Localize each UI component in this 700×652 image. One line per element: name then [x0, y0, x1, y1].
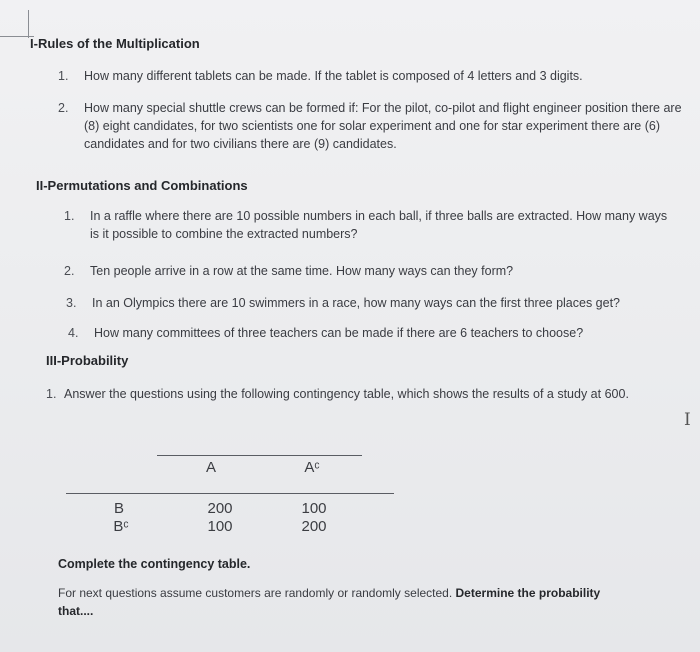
item-number: 2. — [64, 264, 75, 278]
column-header-a-complement: Aᶜ — [304, 459, 320, 476]
item-number: 1. — [46, 387, 57, 401]
cell-bc-ac: 200 — [301, 518, 327, 535]
complete-table-instruction: Complete the contingency table. — [58, 557, 251, 571]
item-text: How many committees of three teachers can be made if there are 6 teachers to choose? — [94, 326, 584, 340]
next-questions-bold: Determine the probability — [455, 586, 601, 600]
list-item — [64, 207, 684, 243]
list-item — [68, 324, 688, 342]
item-number: 1. — [58, 69, 69, 83]
item-number: 4. — [68, 326, 79, 340]
cell-bc-a: 100 — [207, 518, 233, 535]
list-item — [46, 385, 666, 403]
list-item — [64, 262, 684, 280]
list-item — [58, 99, 688, 153]
item-text: In an Olympics there are 10 swimmers in a race, how many ways can the first three places get? — [92, 296, 621, 310]
cell-b-ac: 100 — [301, 500, 327, 517]
item-number: 1. — [64, 209, 75, 223]
corner-mark-vertical — [28, 10, 29, 38]
table-top-rule — [157, 455, 362, 456]
item-text: Ten people arrive in a row at the same time. How many ways can they form? — [90, 264, 514, 278]
table-header-rule — [66, 493, 394, 494]
item-number: 2. — [58, 101, 69, 115]
row-header-b: B — [113, 500, 124, 517]
item-number: 3. — [66, 296, 77, 310]
item-text: In a raffle where there are 10 possible numbers in each ball, if three balls are extracted. How many ways is it possible to combine the extracted numbers? — [90, 209, 668, 241]
section-title-probability: III-Probability — [46, 353, 129, 368]
item-text: How many different tablets can be made. If the tablet is composed of 4 letters and 3 digits. — [84, 69, 583, 83]
text-cursor-icon: I — [684, 410, 691, 430]
section-title-multiplication: I-Rules of the Multiplication — [30, 36, 200, 51]
row-header-b-complement: Bᶜ — [113, 518, 129, 535]
next-questions-end: that.... — [58, 604, 94, 618]
next-questions-text — [58, 584, 668, 620]
list-item — [58, 67, 678, 85]
list-item — [66, 294, 686, 312]
next-questions-plain: For next questions assume customers are randomly or randomly selected. — [58, 586, 453, 600]
item-text: Answer the questions using the following contingency table, which shows the results of a study at 600. — [64, 387, 629, 401]
column-header-a: A — [205, 459, 216, 476]
section-title-permutations: II-Permutations and Combinations — [36, 178, 248, 193]
item-text: How many special shuttle crews can be formed if: For the pilot, co-pilot and flight engineer position there are (8) eight candidates, for two scientists one for solar experiment and one for star experiment there are (6) candidates and for two civilians there are (9) candidates. — [84, 101, 682, 151]
cell-b-a: 200 — [207, 500, 233, 517]
